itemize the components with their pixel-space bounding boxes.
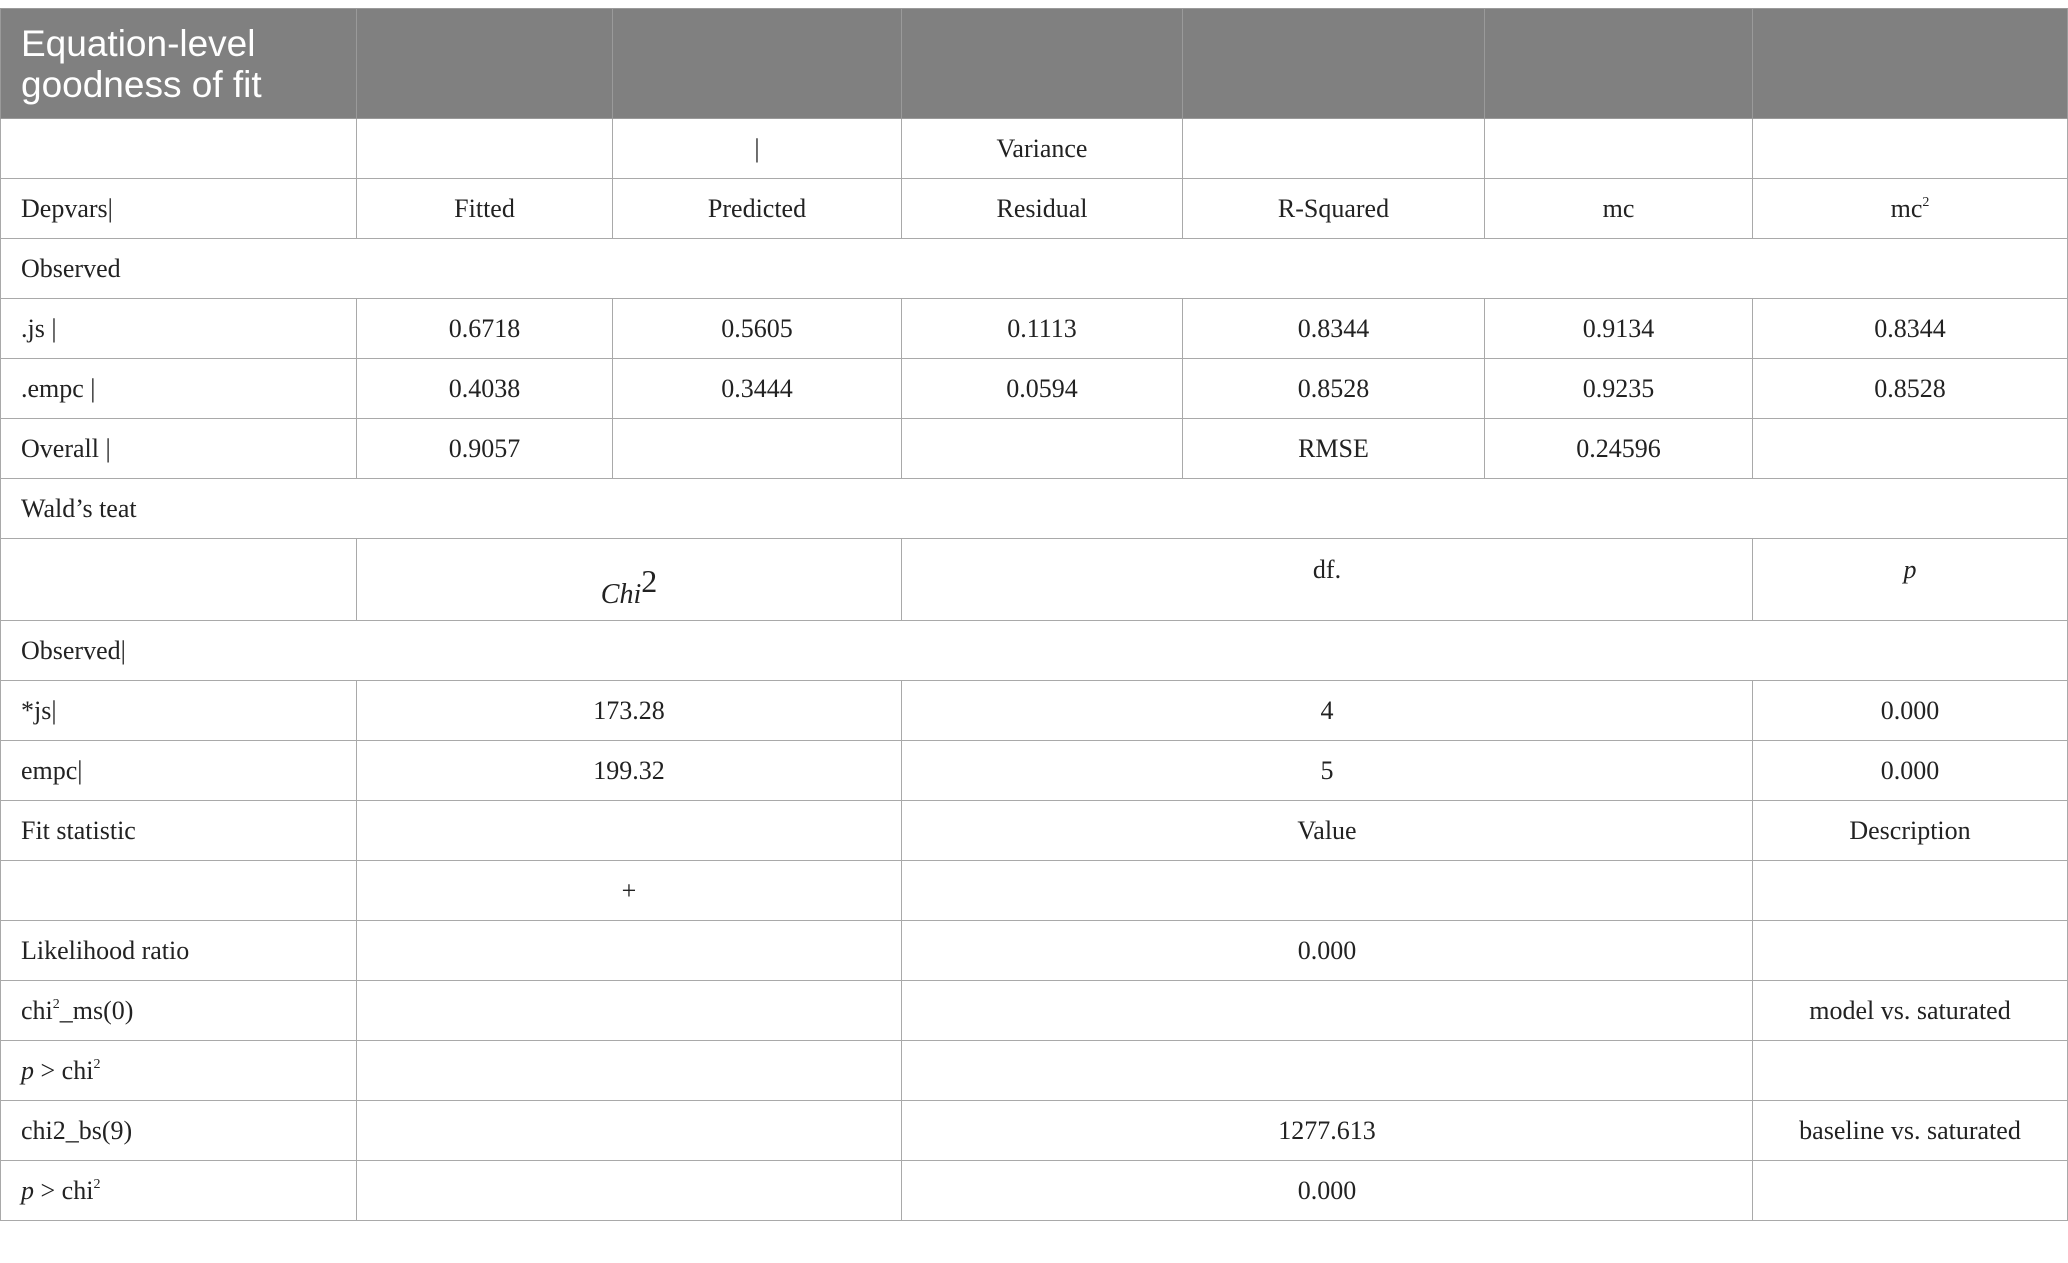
chi2-ms-post: _ms(0) bbox=[59, 995, 134, 1025]
plus-row bbox=[1, 861, 2068, 921]
header-row-2 bbox=[1, 179, 2068, 239]
residual-value: 0.1113 bbox=[902, 299, 1183, 359]
p-header: p bbox=[1753, 539, 2068, 621]
chi-sup: 2 bbox=[641, 562, 658, 599]
table-row bbox=[1, 1041, 2068, 1101]
row-label: empc| bbox=[1, 741, 357, 801]
p-value: 0.000 bbox=[1753, 681, 2068, 741]
empty-cell bbox=[357, 1041, 902, 1101]
p-chi2-sup: 2 bbox=[93, 1176, 101, 1192]
predicted-bar-cell: | bbox=[613, 119, 902, 179]
depvars-header: Depvars| bbox=[1, 179, 357, 239]
title-cell-empty bbox=[613, 9, 902, 119]
title-cell-empty bbox=[1183, 9, 1485, 119]
wald-label: Wald’s teat bbox=[1, 479, 2068, 539]
p-chi2-rest: > chi bbox=[34, 1055, 94, 1085]
wald-observed-label: Observed| bbox=[1, 621, 2068, 681]
empty-cell bbox=[357, 981, 902, 1041]
empty-cell bbox=[1, 539, 357, 621]
p-chi2-value: 0.000 bbox=[902, 1161, 1753, 1221]
table-title: Equation-level goodness of fit bbox=[21, 22, 262, 105]
chi2-ms-label bbox=[1, 981, 357, 1041]
rmse-label: RMSE bbox=[1183, 419, 1485, 479]
chi2-value: 173.28 bbox=[357, 681, 902, 741]
overall-fitted-value: 0.9057 bbox=[357, 419, 613, 479]
r-squared-value: 0.8344 bbox=[1183, 299, 1485, 359]
mc-value: 0.9134 bbox=[1485, 299, 1753, 359]
wald-header-row bbox=[1, 539, 2068, 621]
row-label: *js| bbox=[1, 681, 357, 741]
empty-cell bbox=[1, 861, 357, 921]
chi2-bs-description: baseline vs. saturated bbox=[1753, 1101, 2068, 1161]
p-chi2-sup: 2 bbox=[93, 1056, 101, 1072]
mc-value: 0.9235 bbox=[1485, 359, 1753, 419]
chi2-ms-pre: chi bbox=[21, 995, 53, 1025]
title-cell-empty bbox=[902, 9, 1183, 119]
empty-cell bbox=[1753, 119, 2068, 179]
p-letter: p bbox=[21, 1055, 34, 1085]
empty-cell bbox=[1753, 1041, 2068, 1101]
table-row bbox=[1, 921, 2068, 981]
mc2-header-base: mc bbox=[1890, 193, 1923, 223]
empty-cell bbox=[357, 119, 613, 179]
section-row-wald bbox=[1, 479, 2068, 539]
title-cell-empty bbox=[1753, 9, 2068, 119]
fitted-value: 0.6718 bbox=[357, 299, 613, 359]
row-label: .js | bbox=[1, 299, 357, 359]
table-row bbox=[1, 741, 2068, 801]
empty-cell bbox=[1485, 119, 1753, 179]
mc2-value: 0.8528 bbox=[1753, 359, 2068, 419]
mc-header: mc bbox=[1485, 179, 1753, 239]
variance-header: Variance bbox=[902, 119, 1183, 179]
overall-label: Overall | bbox=[1, 419, 357, 479]
empty-cell bbox=[1183, 119, 1485, 179]
chi2-ms-description: model vs. saturated bbox=[1753, 981, 2068, 1041]
chi2-header bbox=[357, 539, 902, 621]
title-cell-empty bbox=[357, 9, 613, 119]
rmse-value: 0.24596 bbox=[1485, 419, 1753, 479]
empty-cell bbox=[357, 1101, 902, 1161]
df-value: 5 bbox=[902, 741, 1753, 801]
empty-cell bbox=[902, 981, 1753, 1041]
fit-statistic-label: Fit statistic bbox=[1, 801, 357, 861]
mc2-header bbox=[1753, 179, 2068, 239]
chi2-value: 199.32 bbox=[357, 741, 902, 801]
chi2-bs-value: 1277.613 bbox=[902, 1101, 1753, 1161]
empty-cell bbox=[357, 801, 902, 861]
likelihood-ratio-label: Likelihood ratio bbox=[1, 921, 357, 981]
plus-cell: + bbox=[357, 861, 902, 921]
empty-cell bbox=[1753, 921, 2068, 981]
predicted-value: 0.3444 bbox=[613, 359, 902, 419]
table-row bbox=[1, 981, 2068, 1041]
empty-cell bbox=[613, 419, 902, 479]
residual-value: 0.0594 bbox=[902, 359, 1183, 419]
chi2-bs-label: chi2_bs(9) bbox=[1, 1101, 357, 1161]
table-row bbox=[1, 1161, 2068, 1221]
likelihood-ratio-value: 0.000 bbox=[902, 921, 1753, 981]
predicted-value: 0.5605 bbox=[613, 299, 902, 359]
r-squared-value: 0.8528 bbox=[1183, 359, 1485, 419]
goodness-of-fit-table bbox=[0, 8, 2068, 1221]
table-row bbox=[1, 299, 2068, 359]
table-row bbox=[1, 359, 2068, 419]
empty-cell bbox=[357, 1161, 902, 1221]
fitted-value: 0.4038 bbox=[357, 359, 613, 419]
p-chi2-label bbox=[1, 1161, 357, 1221]
title-cell-empty bbox=[1485, 9, 1753, 119]
row-label: .empc | bbox=[1, 359, 357, 419]
df-header: df. bbox=[902, 539, 1753, 621]
observed-label: Observed bbox=[1, 239, 2068, 299]
title-cell bbox=[1, 9, 357, 119]
empty-cell bbox=[902, 1041, 1753, 1101]
p-letter: p bbox=[21, 1175, 34, 1205]
predicted-header: Predicted bbox=[613, 179, 902, 239]
fitted-header: Fitted bbox=[357, 179, 613, 239]
r-squared-header: R-Squared bbox=[1183, 179, 1485, 239]
table-row bbox=[1, 1101, 2068, 1161]
overall-row bbox=[1, 419, 2068, 479]
table-row bbox=[1, 681, 2068, 741]
description-header: Description bbox=[1753, 801, 2068, 861]
p-chi2-rest: > chi bbox=[34, 1175, 94, 1205]
fit-statistic-header-row bbox=[1, 801, 2068, 861]
empty-cell bbox=[1753, 861, 2068, 921]
empty-cell bbox=[357, 921, 902, 981]
p-value: 0.000 bbox=[1753, 741, 2068, 801]
section-row-observed bbox=[1, 239, 2068, 299]
empty-cell bbox=[1753, 419, 2068, 479]
chi-word: Chi bbox=[600, 578, 642, 610]
table-container bbox=[0, 8, 2068, 1221]
empty-cell bbox=[902, 861, 1753, 921]
residual-header: Residual bbox=[902, 179, 1183, 239]
empty-cell bbox=[1, 119, 357, 179]
mc2-value: 0.8344 bbox=[1753, 299, 2068, 359]
title-row bbox=[1, 9, 2068, 119]
header-row-1 bbox=[1, 119, 2068, 179]
empty-cell bbox=[902, 419, 1183, 479]
value-header: Value bbox=[902, 801, 1753, 861]
chi2-ms-sup: 2 bbox=[52, 996, 60, 1012]
df-value: 4 bbox=[902, 681, 1753, 741]
p-chi2-label bbox=[1, 1041, 357, 1101]
empty-cell bbox=[1753, 1161, 2068, 1221]
mc2-header-sup: 2 bbox=[1922, 194, 1930, 210]
section-row-observed-wald bbox=[1, 621, 2068, 681]
